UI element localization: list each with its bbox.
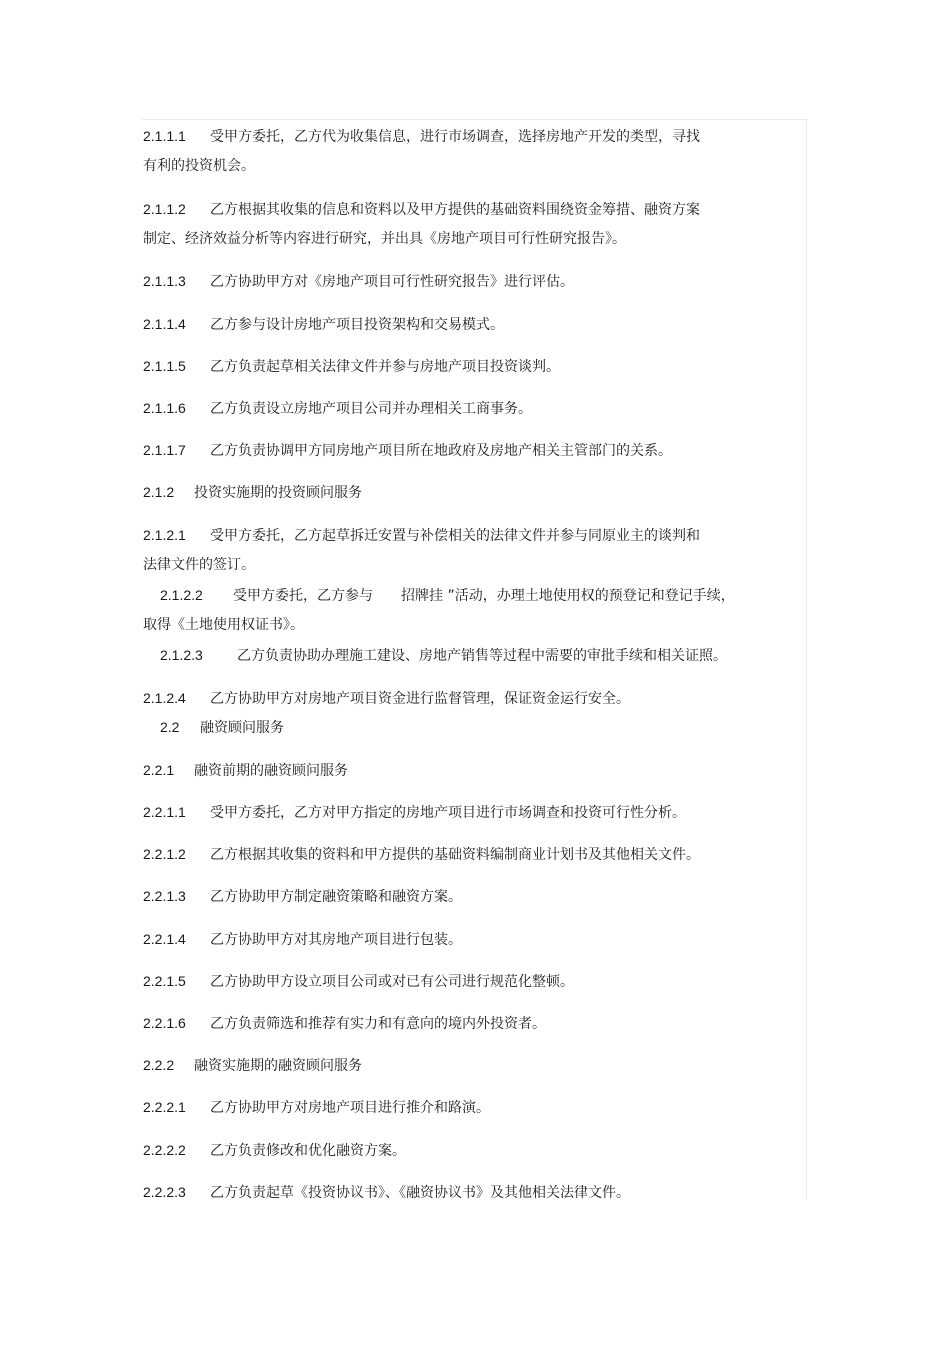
clause-text-continued: 法律文件的签订。 (143, 557, 255, 573)
clause-text: 乙方参与设计房地产项目投资架构和交易模式。 (210, 317, 504, 333)
clause-number: 2.1.1.4 (143, 316, 186, 332)
clause-text: 受甲方委托，乙方参与 (233, 588, 373, 604)
paragraph-2-1-2-3 (160, 641, 800, 671)
clause-text: 受甲方委托，乙方对甲方指定的房地产项目进行市场调查和投资可行性分析。 (210, 805, 686, 821)
clause-text: 受甲方委托，乙方代为收集信息，进行市场调查，选择房地产开发的类型，寻找 (210, 129, 700, 145)
clause-text: 乙方负责起草《投资协议书》、《融资协议书》及其他相关法律文件。 (210, 1185, 630, 1201)
clause-text-continued: 取得《土地使用权证书》。 (143, 617, 304, 633)
clause-text: 乙方负责筛选和推荐有实力和有意向的境内外投资者。 (210, 1016, 546, 1032)
clause-text: 受甲方委托，乙方起草拆迁安置与补偿相关的法律文件并参与同原业主的谈判和 (210, 528, 700, 544)
clause-text: 招牌挂 ”活动，办理土地使用权的预登记和登记手续， (401, 588, 735, 604)
clause-number: 2.1.2.1 (143, 527, 186, 543)
section-number: 2.2 (160, 719, 180, 735)
paragraph-2-1-1-6 (143, 394, 783, 424)
clause-number: 2.2.2.3 (143, 1184, 186, 1200)
paragraph-2-1-1-3 (143, 267, 783, 297)
clause-number: 2.2.1.2 (143, 846, 186, 862)
clause-text: 乙方协助甲方对《房地产项目可行性研究报告》进行评估。 (210, 274, 574, 290)
paragraph-2-2-2-3 (143, 1178, 783, 1208)
clause-text: 乙方协助甲方对其房地产项目进行包装。 (210, 932, 462, 948)
section-heading-2-2-1 (143, 756, 783, 786)
clause-text: 乙方根据其收集的资料和甲方提供的基础资料编制商业计划书及其他相关文件。 (210, 847, 700, 863)
clause-text-continued: 制定、经济效益分析等内容进行研究，并出具《房地产项目可行性研究报告》。 (143, 231, 626, 247)
paragraph-2-2-2-1 (143, 1093, 783, 1123)
section-title: 融资实施期的融资顾问服务 (194, 1058, 362, 1074)
clause-number: 2.1.2.3 (160, 647, 203, 663)
section-title: 投资实施期的投资顾问服务 (194, 485, 362, 501)
section-heading-2-2-2 (143, 1051, 783, 1081)
section-title: 融资前期的融资顾问服务 (194, 763, 348, 779)
clause-number: 2.1.2.4 (143, 690, 186, 706)
clause-number: 2.1.1.1 (143, 128, 186, 144)
clause-number: 2.1.2.2 (160, 587, 203, 603)
paragraph-2-1-2-4 (143, 684, 783, 714)
paragraph-2-1-2-1 (143, 521, 783, 580)
paragraph-2-2-2-2 (143, 1136, 783, 1166)
clause-text-continued: 有利的投资机会。 (143, 158, 255, 174)
clause-number: 2.2.1.4 (143, 931, 186, 947)
clause-text: 乙方负责起草相关法律文件并参与房地产项目投资谈判。 (210, 359, 560, 375)
clause-number: 2.2.1.3 (143, 888, 186, 904)
clause-text: 乙方负责协调甲方同房地产项目所在地政府及房地产相关主管部门的关系。 (210, 443, 672, 459)
section-heading-2-2 (160, 713, 800, 743)
clause-number: 2.2.1.6 (143, 1015, 186, 1031)
clause-text: 乙方协助甲方对房地产项目进行推介和路演。 (210, 1100, 490, 1116)
paragraph-2-2-1-3 (143, 882, 783, 912)
paragraph-2-2-1-5 (143, 967, 783, 997)
paragraph-2-2-1-2 (143, 840, 783, 870)
clause-number: 2.2.1.5 (143, 973, 186, 989)
paragraph-2-2-1-4 (143, 925, 783, 955)
clause-text: 乙方负责协助办理施工建设、房地产销售等过程中需要的审批手续和相关证照。 (237, 648, 727, 664)
paragraph-2-1-1-4 (143, 310, 783, 340)
clause-number: 2.2.1.1 (143, 804, 186, 820)
clause-text: 乙方协助甲方对房地产项目资金进行监督管理，保证资金运行安全。 (210, 691, 630, 707)
paragraph-2-1-1-2 (143, 195, 783, 254)
paragraph-2-2-1-6 (143, 1009, 783, 1039)
section-heading-2-1-2 (143, 478, 783, 508)
clause-number: 2.1.1.7 (143, 442, 186, 458)
section-number: 2.2.1 (143, 762, 175, 778)
section-number: 2.1.2 (143, 484, 175, 500)
clause-text: 乙方负责修改和优化融资方案。 (210, 1143, 406, 1159)
section-number: 2.2.2 (143, 1057, 175, 1073)
clause-text: 乙方协助甲方制定融资策略和融资方案。 (210, 889, 462, 905)
paragraph-2-1-1-7 (143, 436, 783, 466)
paragraph-2-1-1-1 (143, 122, 783, 181)
clause-text: 乙方协助甲方设立项目公司或对已有公司进行规范化整顿。 (210, 974, 574, 990)
clause-number: 2.1.1.3 (143, 273, 186, 289)
paragraph-2-2-1-1 (143, 798, 783, 828)
paragraph-2-1-2-2 (143, 581, 783, 640)
clause-text: 乙方根据其收集的信息和资料以及甲方提供的基础资料围绕资金筹措、融资方案 (210, 202, 700, 218)
clause-number: 2.1.1.6 (143, 400, 186, 416)
clause-number: 2.2.2.1 (143, 1099, 186, 1115)
clause-number: 2.1.1.2 (143, 201, 186, 217)
clause-number: 2.1.1.5 (143, 358, 186, 374)
clause-text: 乙方负责设立房地产项目公司并办理相关工商事务。 (210, 401, 532, 417)
section-title: 融资顾问服务 (200, 720, 284, 736)
paragraph-2-1-1-5 (143, 352, 783, 382)
clause-number: 2.2.2.2 (143, 1142, 186, 1158)
